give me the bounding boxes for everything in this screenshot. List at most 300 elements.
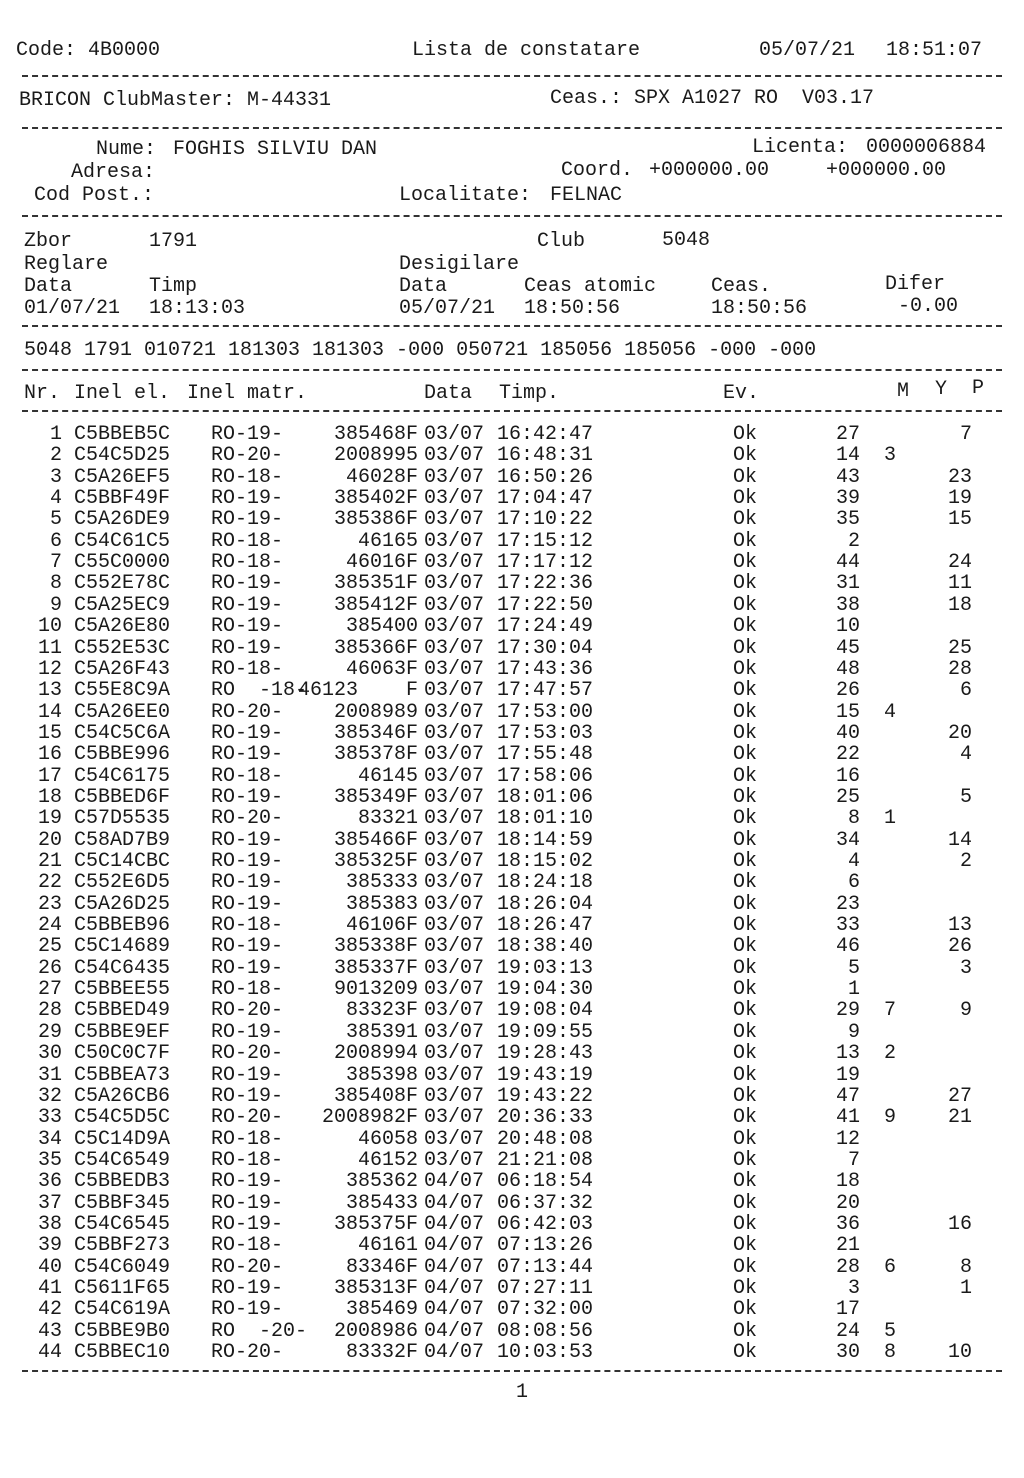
row-ev: Ok xyxy=(733,1341,758,1364)
row-inel-prefix: RO-19- xyxy=(211,850,284,873)
row-ev: Ok xyxy=(733,807,758,830)
row-data: 03/07 xyxy=(424,1064,485,1087)
table-row xyxy=(0,467,1024,489)
row-col-y: 9 xyxy=(884,1106,897,1129)
row-time: 08:08:56 xyxy=(497,1320,594,1343)
row-col-m: 5 xyxy=(847,957,860,980)
table-row xyxy=(0,958,1024,980)
row-data: 03/07 xyxy=(424,594,485,617)
row-col-m: 26 xyxy=(835,679,860,702)
row-data: 03/07 xyxy=(424,893,485,916)
row-col-m: 38 xyxy=(835,594,860,617)
row-data: 03/07 xyxy=(424,1085,485,1108)
row-col-p: 5 xyxy=(959,786,972,809)
coord-x: +000000.00 xyxy=(649,159,770,182)
row-data: 03/07 xyxy=(424,935,485,958)
row-inel-prefix: RO-18- xyxy=(211,765,284,788)
table-row xyxy=(0,573,1024,595)
row-data: 04/07 xyxy=(424,1277,485,1300)
row-col-m: 46 xyxy=(835,935,860,958)
row-time: 18:38:40 xyxy=(497,935,594,958)
row-ev: Ok xyxy=(733,679,758,702)
row-data: 03/07 xyxy=(424,743,485,766)
row-inel-el: C54C6049 xyxy=(74,1256,171,1279)
row-data: 03/07 xyxy=(424,765,485,788)
row-nr: 15 xyxy=(37,722,62,745)
row-col-m: 28 xyxy=(835,1256,860,1279)
row-inel-prefix: RO-19- xyxy=(211,1064,284,1087)
row-inel-prefix: RO-19- xyxy=(211,871,284,894)
row-ev: Ok xyxy=(733,1170,758,1193)
row-ev: Ok xyxy=(733,978,758,1001)
row-inel-prefix: RO-19- xyxy=(211,786,284,809)
row-col-p: 11 xyxy=(947,572,972,595)
row-time: 17:43:36 xyxy=(497,658,594,681)
divider xyxy=(22,215,1002,217)
row-time: 18:24:18 xyxy=(497,871,594,894)
row-inel-number: 2008982F xyxy=(321,1106,418,1129)
desigilare-label: Desigilare xyxy=(399,253,520,276)
divider xyxy=(22,325,1002,327)
row-nr: 33 xyxy=(37,1106,62,1129)
table-row xyxy=(0,1214,1024,1236)
club-label: Club xyxy=(537,230,586,253)
row-time: 19:09:55 xyxy=(497,1021,594,1044)
zbor-value: 1791 xyxy=(149,230,198,253)
row-nr: 42 xyxy=(37,1298,62,1321)
table-row xyxy=(0,744,1024,766)
row-col-m: 30 xyxy=(835,1341,860,1364)
row-ev: Ok xyxy=(733,935,758,958)
row-time: 17:15:12 xyxy=(497,530,594,553)
table-row xyxy=(0,1342,1024,1364)
table-row xyxy=(0,1278,1024,1300)
row-inel-prefix: RO-19- xyxy=(211,487,284,510)
row-inel-el: C5C14CBC xyxy=(74,850,171,873)
row-nr: 20 xyxy=(37,829,62,852)
row-ev: Ok xyxy=(733,572,758,595)
coord-y: +000000.00 xyxy=(826,159,947,182)
owner-name: FOGHIS SILVIU DAN xyxy=(173,138,378,161)
row-time: 07:27:11 xyxy=(497,1277,594,1300)
row-inel-number: 385375F xyxy=(333,1213,418,1236)
row-nr: 22 xyxy=(37,871,62,894)
table-row xyxy=(0,1129,1024,1151)
cod-post-label: Cod Post.: xyxy=(34,184,155,207)
col-y: Y xyxy=(935,378,948,401)
row-inel-number: 385351F xyxy=(333,572,418,595)
row-data: 03/07 xyxy=(424,637,485,660)
row-col-m: 18 xyxy=(835,1170,860,1193)
row-col-p: 25 xyxy=(947,637,972,660)
row-inel-number: 385402F xyxy=(333,487,418,510)
row-inel-number: 46161 xyxy=(357,1234,418,1257)
row-time: 19:04:30 xyxy=(497,978,594,1001)
table-row xyxy=(0,787,1024,809)
row-inel-prefix: RO-19- xyxy=(211,1085,284,1108)
row-time: 19:28:43 xyxy=(497,1042,594,1065)
row-inel-number: 2008995 xyxy=(333,444,418,467)
row-data: 03/07 xyxy=(424,658,485,681)
ceas-atomic-value: 18:50:56 xyxy=(524,297,621,320)
row-inel-number: 46063F xyxy=(345,658,418,681)
table-row xyxy=(0,680,1024,702)
row-inel-prefix: RO-18- xyxy=(211,978,284,1001)
table-row xyxy=(0,552,1024,574)
row-time: 17:17:12 xyxy=(497,551,594,574)
row-data: 04/07 xyxy=(424,1170,485,1193)
row-inel-number: 385412F xyxy=(333,594,418,617)
code-label: Code: 4B0000 xyxy=(16,39,161,62)
row-data: 04/07 xyxy=(424,1298,485,1321)
row-data: 03/07 xyxy=(424,572,485,595)
row-time: 06:37:32 xyxy=(497,1192,594,1215)
row-ev: Ok xyxy=(733,999,758,1022)
row-nr: 21 xyxy=(37,850,62,873)
row-inel-el: C552E53C xyxy=(74,637,171,660)
row-data: 04/07 xyxy=(424,1213,485,1236)
table-row xyxy=(0,894,1024,916)
row-inel-prefix: RO-20- xyxy=(211,807,284,830)
row-inel-prefix: RO -18- xyxy=(211,679,308,702)
col-timp: Timp. xyxy=(499,382,560,405)
row-col-y: 1 xyxy=(884,807,897,830)
clock-info: Ceas.: SPX A1027 RO V03.17 xyxy=(550,87,875,110)
row-inel-prefix: RO-19- xyxy=(211,1213,284,1236)
row-inel-number: 385398 xyxy=(345,1064,418,1087)
row-ev: Ok xyxy=(733,444,758,467)
col-nr: Nr. xyxy=(24,382,61,405)
localitate-value: FELNAC xyxy=(550,184,623,207)
row-inel-number: 385400 xyxy=(345,615,418,638)
row-ev: Ok xyxy=(733,615,758,638)
row-nr: 32 xyxy=(37,1085,62,1108)
row-inel-el: C5BBEB5C xyxy=(74,423,171,446)
row-col-p: 18 xyxy=(947,594,972,617)
row-inel-el: C5BBEDB3 xyxy=(74,1170,171,1193)
table-row xyxy=(0,1299,1024,1321)
document-title: Lista de constatare xyxy=(412,39,641,62)
row-inel-number: 46028F xyxy=(345,466,418,489)
row-ev: Ok xyxy=(733,1298,758,1321)
row-inel-el: C5A26EE0 xyxy=(74,701,171,724)
row-col-m: 17 xyxy=(835,1298,860,1321)
row-inel-el: C54C5C6A xyxy=(74,722,171,745)
row-col-m: 2 xyxy=(847,530,860,553)
row-col-m: 4 xyxy=(847,850,860,873)
row-ev: Ok xyxy=(733,765,758,788)
row-inel-el: C55E8C9A xyxy=(74,679,171,702)
reglare-timp: 18:13:03 xyxy=(149,297,246,320)
row-inel-prefix: RO-19- xyxy=(211,1277,284,1300)
row-inel-number: 46145 xyxy=(357,765,418,788)
row-ev: Ok xyxy=(733,637,758,660)
row-col-m: 48 xyxy=(835,658,860,681)
row-inel-number: 83346F xyxy=(345,1256,418,1279)
row-time: 07:13:44 xyxy=(497,1256,594,1279)
localitate-label: Localitate: xyxy=(399,184,532,207)
row-col-m: 25 xyxy=(835,786,860,809)
row-inel-el: C5A25EC9 xyxy=(74,594,171,617)
row-nr: 28 xyxy=(37,999,62,1022)
row-col-m: 29 xyxy=(835,999,860,1022)
row-time: 06:42:03 xyxy=(497,1213,594,1236)
row-ev: Ok xyxy=(733,658,758,681)
row-data: 03/07 xyxy=(424,1128,485,1151)
row-col-m: 12 xyxy=(835,1128,860,1151)
row-inel-prefix: RO-20- xyxy=(211,444,284,467)
row-col-p: 10 xyxy=(947,1341,972,1364)
table-row xyxy=(0,531,1024,553)
difer-label: Difer xyxy=(885,273,946,296)
row-ev: Ok xyxy=(733,1320,758,1343)
adresa-label: Adresa: xyxy=(71,161,156,184)
row-ev: Ok xyxy=(733,1149,758,1172)
row-data: 03/07 xyxy=(424,807,485,830)
table-row xyxy=(0,766,1024,788)
row-col-m: 6 xyxy=(847,871,860,894)
row-time: 18:15:02 xyxy=(497,850,594,873)
row-data: 04/07 xyxy=(424,1256,485,1279)
row-inel-prefix: RO-20- xyxy=(211,1341,284,1364)
row-col-m: 21 xyxy=(835,1234,860,1257)
row-col-m: 1 xyxy=(847,978,860,1001)
row-inel-el: C5A26F43 xyxy=(74,658,171,681)
row-nr: 26 xyxy=(37,957,62,980)
table-row xyxy=(0,616,1024,638)
ceas-value: 18:50:56 xyxy=(711,297,808,320)
row-time: 17:47:57 xyxy=(497,679,594,702)
row-inel-prefix: RO-20- xyxy=(211,999,284,1022)
row-col-m: 41 xyxy=(835,1106,860,1129)
row-inel-number: 385338F xyxy=(333,935,418,958)
row-nr: 12 xyxy=(37,658,62,681)
row-inel-prefix: RO-18- xyxy=(211,1149,284,1172)
row-inel-prefix: RO-19- xyxy=(211,829,284,852)
row-inel-prefix: RO-19- xyxy=(211,1298,284,1321)
row-data: 03/07 xyxy=(424,508,485,531)
divider xyxy=(22,75,1002,77)
col-p: P xyxy=(972,377,985,400)
row-inel-number: 385337F xyxy=(333,957,418,980)
row-inel-number: 385383 xyxy=(345,893,418,916)
row-ev: Ok xyxy=(733,1085,758,1108)
row-col-m: 35 xyxy=(835,508,860,531)
row-col-p: 26 xyxy=(947,935,972,958)
row-time: 17:30:04 xyxy=(497,637,594,660)
row-inel-el: C5C14689 xyxy=(74,935,171,958)
row-time: 17:22:36 xyxy=(497,572,594,595)
row-time: 07:32:00 xyxy=(497,1298,594,1321)
row-col-p: 23 xyxy=(947,466,972,489)
row-time: 17:53:00 xyxy=(497,701,594,724)
row-inel-el: C5BBE9B0 xyxy=(74,1320,171,1343)
row-inel-prefix: RO-19- xyxy=(211,572,284,595)
table-row xyxy=(0,659,1024,681)
row-inel-number: 385325F xyxy=(333,850,418,873)
row-ev: Ok xyxy=(733,551,758,574)
row-inel-el: C5BBEB96 xyxy=(74,914,171,937)
row-nr: 7 xyxy=(49,551,62,574)
row-time: 19:03:13 xyxy=(497,957,594,980)
divider xyxy=(22,127,1002,129)
row-col-p: 15 xyxy=(947,508,972,531)
row-inel-prefix: RO-20- xyxy=(211,1106,284,1129)
row-nr: 43 xyxy=(37,1320,62,1343)
ceas-atomic-label: Ceas atomic xyxy=(524,275,657,298)
table-row xyxy=(0,1065,1024,1087)
row-inel-number: 385466F xyxy=(333,829,418,852)
row-inel-number: 385378F xyxy=(333,743,418,766)
row-inel-number: 385468F xyxy=(333,423,418,446)
row-inel-el: C5BBF49F xyxy=(74,487,171,510)
row-nr: 3 xyxy=(49,466,62,489)
table-row xyxy=(0,936,1024,958)
row-inel-number: 385333 xyxy=(345,871,418,894)
club-master: BRICON ClubMaster: M-44331 xyxy=(19,89,332,112)
row-time: 19:43:19 xyxy=(497,1064,594,1087)
table-row xyxy=(0,723,1024,745)
row-col-m: 14 xyxy=(835,444,860,467)
row-col-p: 21 xyxy=(947,1106,972,1129)
row-data: 03/07 xyxy=(424,423,485,446)
row-ev: Ok xyxy=(733,722,758,745)
table-row xyxy=(0,808,1024,830)
row-inel-number: 46165 xyxy=(357,530,418,553)
row-nr: 37 xyxy=(37,1192,62,1215)
row-ev: Ok xyxy=(733,1192,758,1215)
row-inel-prefix: RO-19- xyxy=(211,508,284,531)
row-col-p: 1 xyxy=(959,1277,972,1300)
row-col-m: 23 xyxy=(835,893,860,916)
row-data: 03/07 xyxy=(424,487,485,510)
row-data: 03/07 xyxy=(424,999,485,1022)
row-col-p: 6 xyxy=(959,679,972,702)
row-inel-el: C5BBEA73 xyxy=(74,1064,171,1087)
row-time: 16:48:31 xyxy=(497,444,594,467)
row-ev: Ok xyxy=(733,786,758,809)
row-nr: 44 xyxy=(37,1341,62,1364)
row-inel-el: C5A26D25 xyxy=(74,893,171,916)
row-inel-number: 46152 xyxy=(357,1149,418,1172)
reglare-data-label: Data xyxy=(24,275,73,298)
row-inel-el: C5A26EF5 xyxy=(74,466,171,489)
row-data: 03/07 xyxy=(424,957,485,980)
row-data: 03/07 xyxy=(424,1106,485,1129)
row-inel-el: C54C5D5C xyxy=(74,1106,171,1129)
row-time: 17:10:22 xyxy=(497,508,594,531)
row-nr: 27 xyxy=(37,978,62,1001)
row-time: 19:08:04 xyxy=(497,999,594,1022)
row-time: 17:04:47 xyxy=(497,487,594,510)
row-ev: Ok xyxy=(733,508,758,531)
row-inel-number: 385469 xyxy=(345,1298,418,1321)
print-time: 18:51:07 xyxy=(886,39,983,62)
row-inel-number: 46123 F xyxy=(297,679,418,702)
row-col-p: 20 xyxy=(947,722,972,745)
row-data: 03/07 xyxy=(424,530,485,553)
row-col-p: 13 xyxy=(947,914,972,937)
table-row xyxy=(0,872,1024,894)
row-nr: 11 xyxy=(37,637,62,660)
row-time: 16:42:47 xyxy=(497,423,594,446)
divider xyxy=(22,369,1002,371)
row-inel-number: 385391 xyxy=(345,1021,418,1044)
row-ev: Ok xyxy=(733,871,758,894)
row-inel-prefix: RO-19- xyxy=(211,1170,284,1193)
row-data: 03/07 xyxy=(424,1021,485,1044)
row-data: 04/07 xyxy=(424,1341,485,1364)
row-nr: 39 xyxy=(37,1234,62,1257)
row-col-p: 16 xyxy=(947,1213,972,1236)
row-inel-prefix: RO-19- xyxy=(211,935,284,958)
row-nr: 29 xyxy=(37,1021,62,1044)
row-data: 03/07 xyxy=(424,615,485,638)
table-row xyxy=(0,638,1024,660)
coord-label: Coord. xyxy=(561,159,634,182)
row-inel-el: C5BBE996 xyxy=(74,743,171,766)
row-nr: 13 xyxy=(37,679,62,702)
row-nr: 1 xyxy=(49,423,62,446)
row-nr: 36 xyxy=(37,1170,62,1193)
row-inel-el: C5A26DE9 xyxy=(74,508,171,531)
row-ev: Ok xyxy=(733,743,758,766)
row-data: 03/07 xyxy=(424,722,485,745)
row-inel-prefix: RO-18- xyxy=(211,1234,284,1257)
divider xyxy=(22,1370,1002,1372)
row-col-p: 27 xyxy=(947,1085,972,1108)
row-data: 03/07 xyxy=(424,786,485,809)
row-col-p: 24 xyxy=(947,551,972,574)
row-col-m: 47 xyxy=(835,1085,860,1108)
row-col-y: 7 xyxy=(884,999,897,1022)
row-ev: Ok xyxy=(733,893,758,916)
row-time: 17:24:49 xyxy=(497,615,594,638)
row-time: 16:50:26 xyxy=(497,466,594,489)
row-inel-el: C54C6549 xyxy=(74,1149,171,1172)
row-inel-prefix: RO-18- xyxy=(211,466,284,489)
table-row xyxy=(0,1022,1024,1044)
reglare-timp-label: Timp xyxy=(149,275,198,298)
row-time: 18:01:06 xyxy=(497,786,594,809)
row-col-y: 2 xyxy=(884,1042,897,1065)
row-time: 18:01:10 xyxy=(497,807,594,830)
table-row xyxy=(0,595,1024,617)
table-row xyxy=(0,1321,1024,1343)
row-data: 03/07 xyxy=(424,978,485,1001)
row-nr: 5 xyxy=(49,508,62,531)
row-inel-el: C54C6435 xyxy=(74,957,171,980)
row-col-m: 20 xyxy=(835,1192,860,1215)
row-time: 10:03:53 xyxy=(497,1341,594,1364)
row-inel-prefix: RO-19- xyxy=(211,893,284,916)
row-data: 03/07 xyxy=(424,829,485,852)
desig-data: 05/07/21 xyxy=(399,297,496,320)
row-inel-number: 83321 xyxy=(357,807,418,830)
row-ev: Ok xyxy=(733,423,758,446)
row-inel-prefix: RO -20- xyxy=(211,1320,308,1343)
row-nr: 40 xyxy=(37,1256,62,1279)
row-col-m: 43 xyxy=(835,466,860,489)
row-inel-number: 385408F xyxy=(333,1085,418,1108)
table-row xyxy=(0,1235,1024,1257)
row-ev: Ok xyxy=(733,914,758,937)
col-ev: Ev. xyxy=(723,382,760,405)
row-inel-prefix: RO-19- xyxy=(211,594,284,617)
row-time: 17:55:48 xyxy=(497,743,594,766)
row-inel-prefix: RO-19- xyxy=(211,957,284,980)
row-col-p: 2 xyxy=(959,850,972,873)
